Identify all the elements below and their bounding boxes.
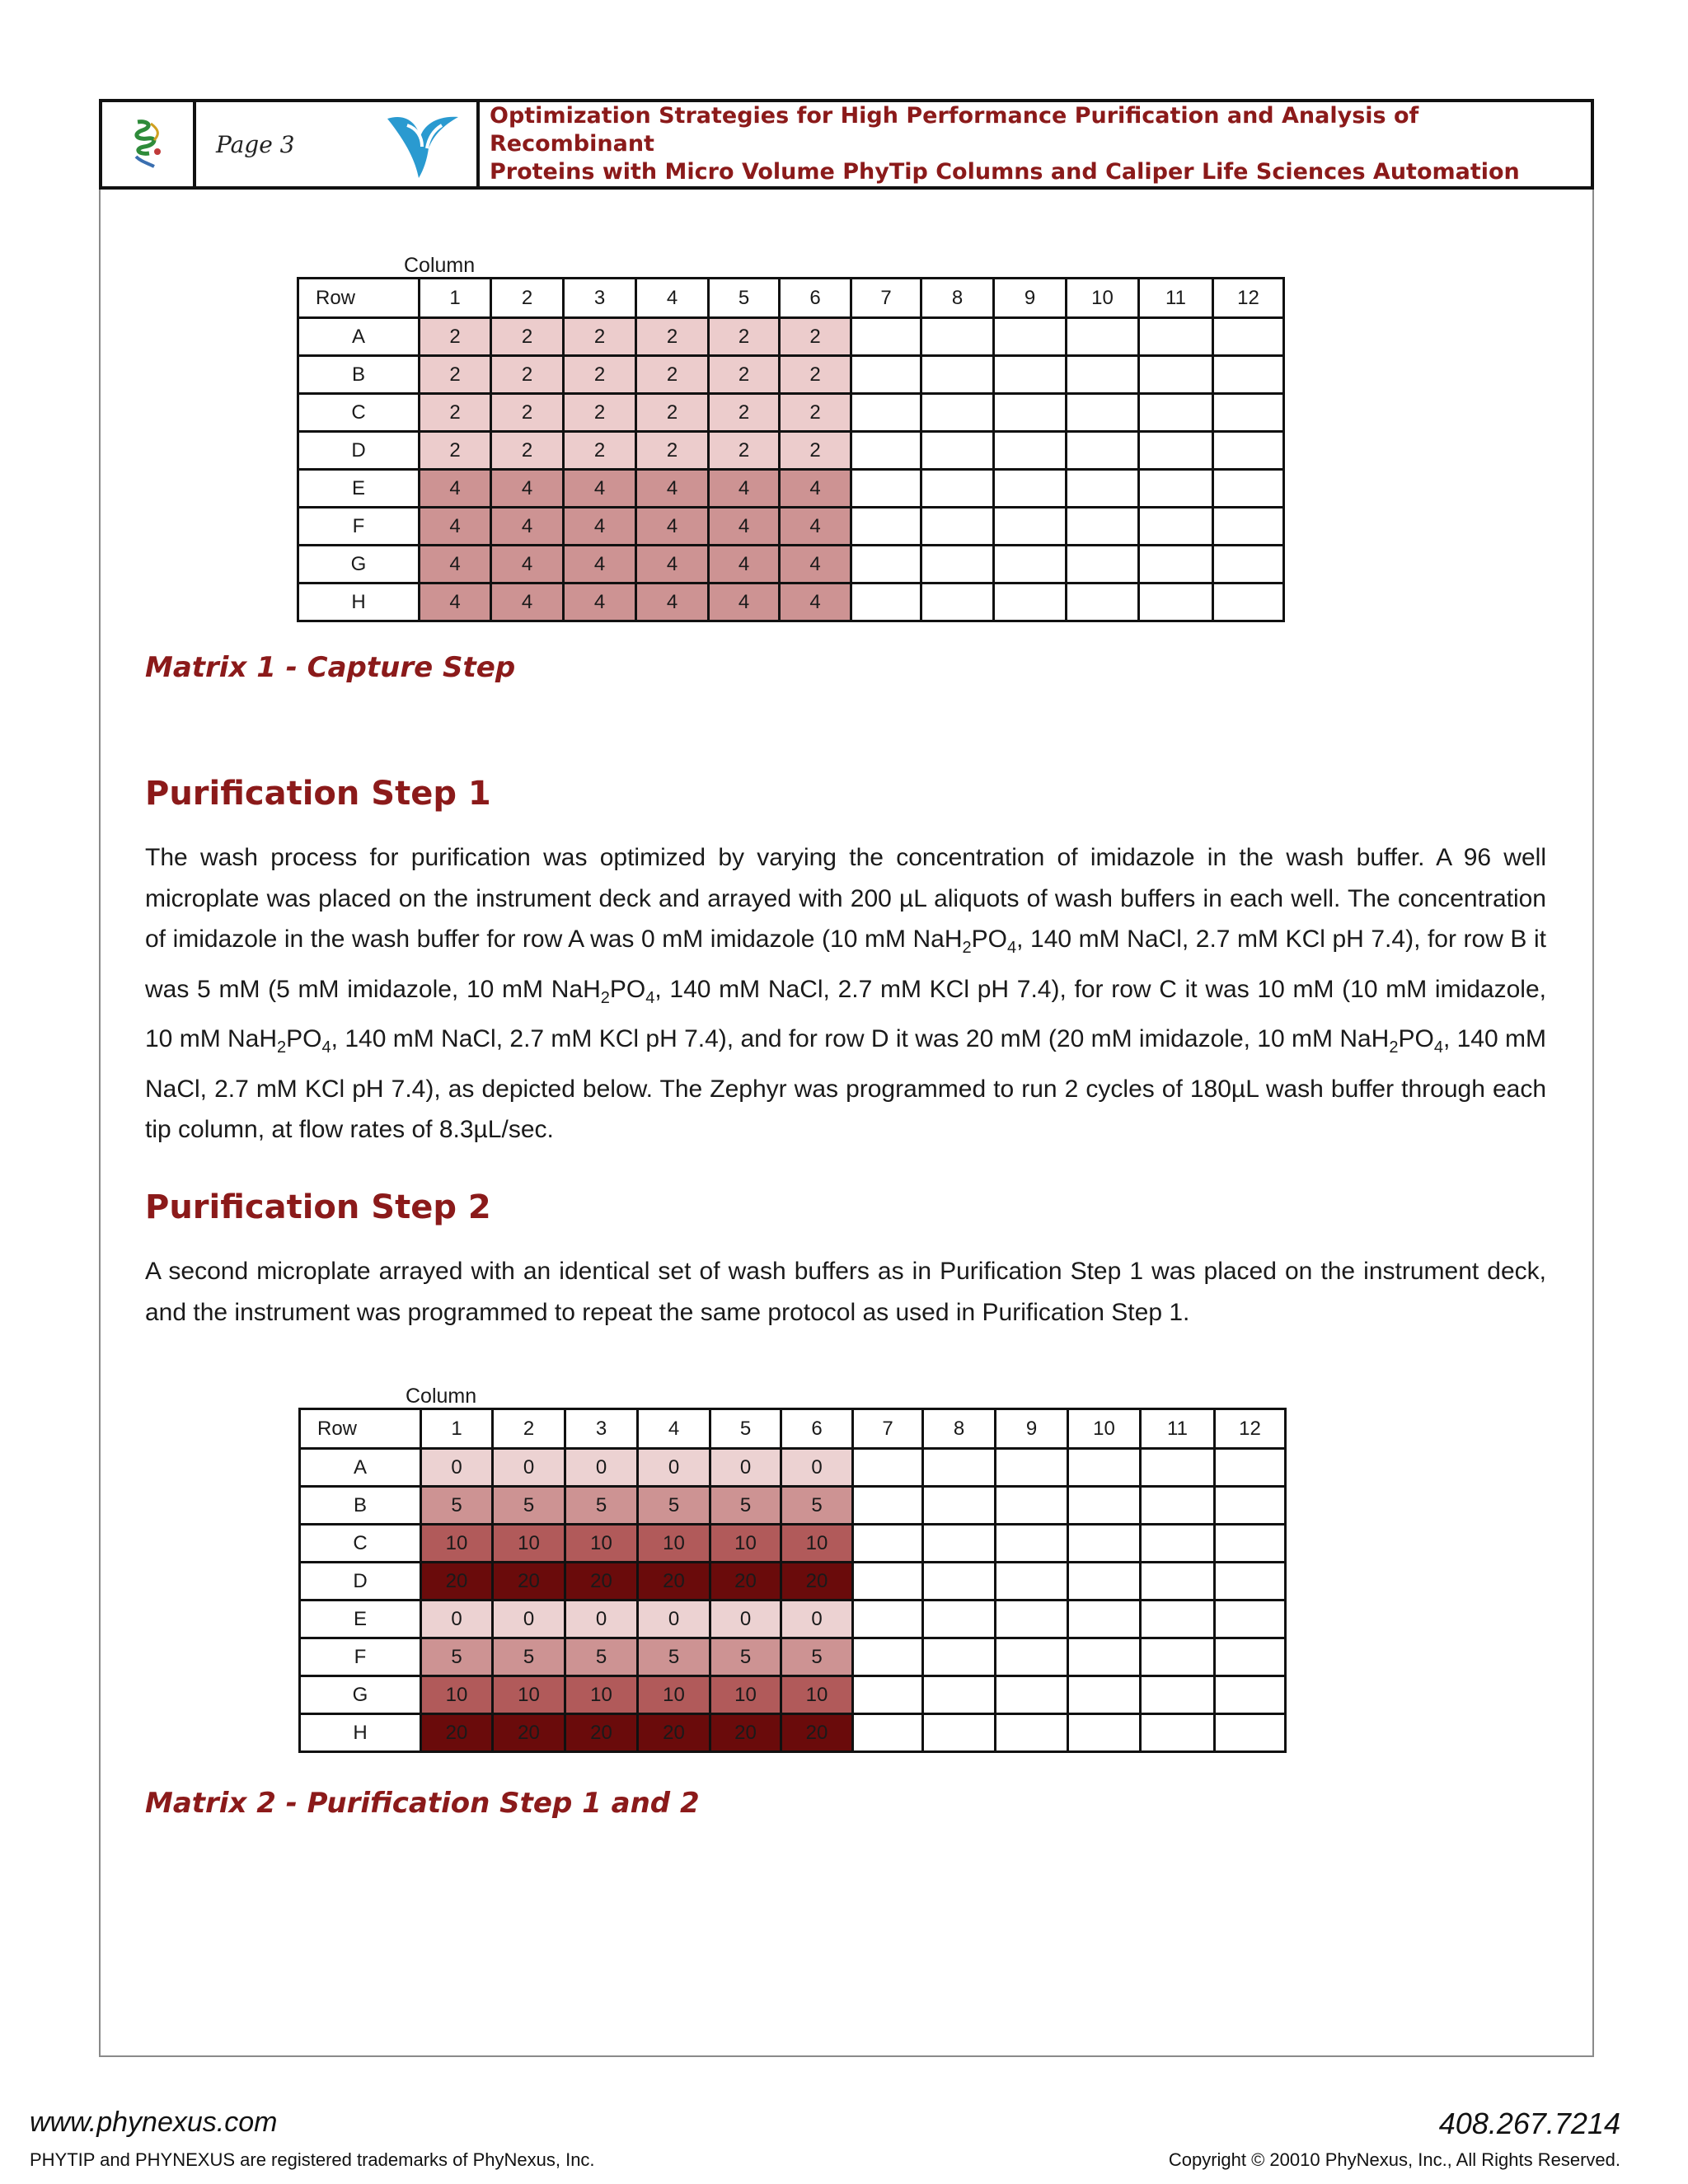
column-header-4: 4 (638, 1409, 710, 1449)
well-cell (1139, 546, 1213, 583)
well-cell (1139, 583, 1213, 621)
well-cell: 4 (780, 583, 851, 621)
matrix-2 (298, 1385, 1287, 1753)
well-cell: 4 (636, 583, 709, 621)
well-cell (853, 1638, 923, 1676)
column-header-11: 11 (1141, 1409, 1215, 1449)
well-cell: 4 (564, 470, 636, 508)
table-row (300, 1601, 1286, 1638)
column-header-11: 11 (1139, 279, 1213, 318)
well-cell (1141, 1449, 1215, 1487)
row-label-F: F (298, 508, 420, 546)
well-cell (994, 318, 1067, 356)
footer-website[interactable]: www.phynexus.com (30, 2107, 278, 2138)
well-cell: 0 (421, 1601, 493, 1638)
well-cell (1139, 394, 1213, 432)
well-cell: 10 (565, 1525, 638, 1563)
well-cell (1067, 432, 1139, 470)
well-cell: 0 (565, 1601, 638, 1638)
title-line-2: Proteins with Micro Volume PhyTip Columns and Caliper Life Sciences Automation (490, 159, 1520, 185)
well-cell: 20 (781, 1714, 853, 1752)
well-cell: 4 (491, 583, 564, 621)
column-label: Column (406, 1385, 477, 1408)
well-cell (1141, 1601, 1215, 1638)
well-cell (1215, 1714, 1286, 1752)
column-label: Column (404, 254, 476, 277)
well-cell (1141, 1676, 1215, 1714)
well-cell (851, 318, 921, 356)
well-cell (994, 583, 1067, 621)
well-cell: 4 (780, 508, 851, 546)
footer-trademark: PHYTIP and PHYNEXUS are registered trademarks of PhyNexus, Inc. (30, 2149, 595, 2170)
well-cell (1213, 546, 1284, 583)
well-cell (1139, 470, 1213, 508)
well-cell (1067, 470, 1139, 508)
well-cell: 0 (638, 1449, 710, 1487)
phynexus-logo (382, 107, 465, 183)
well-cell: 2 (564, 432, 636, 470)
well-cell: 20 (565, 1563, 638, 1601)
well-cell (1139, 432, 1213, 470)
document-title (476, 102, 1591, 186)
well-cell: 4 (420, 546, 491, 583)
column-header-2: 2 (493, 1409, 565, 1449)
well-cell: 10 (638, 1525, 710, 1563)
table-row (298, 546, 1284, 583)
well-cell (921, 394, 994, 432)
well-cell (923, 1449, 996, 1487)
well-cell (923, 1676, 996, 1714)
well-cell: 20 (493, 1563, 565, 1601)
well-cell: 5 (493, 1487, 565, 1525)
well-cell: 10 (421, 1525, 493, 1563)
well-cell: 2 (420, 318, 491, 356)
well-cell: 4 (491, 546, 564, 583)
well-cell: 2 (420, 432, 491, 470)
well-cell (1141, 1525, 1215, 1563)
well-cell: 2 (636, 394, 709, 432)
row-label-H: H (298, 583, 420, 621)
well-cell: 5 (710, 1638, 781, 1676)
well-cell: 0 (710, 1449, 781, 1487)
matrix-1 (297, 254, 1285, 622)
column-header-2: 2 (491, 279, 564, 318)
well-cell (851, 583, 921, 621)
well-cell: 2 (636, 318, 709, 356)
well-cell: 4 (780, 546, 851, 583)
table-row (300, 1525, 1286, 1563)
well-cell: 2 (564, 356, 636, 394)
row-label-A: A (298, 318, 420, 356)
table-row (298, 508, 1284, 546)
well-cell (1213, 508, 1284, 546)
well-cell (1067, 583, 1139, 621)
column-header-1: 1 (421, 1409, 493, 1449)
well-cell: 2 (780, 432, 851, 470)
table-row (298, 583, 1284, 621)
well-cell: 4 (564, 583, 636, 621)
row-label-E: E (298, 470, 420, 508)
well-cell: 4 (709, 546, 780, 583)
well-cell: 5 (565, 1638, 638, 1676)
table-row (300, 1676, 1286, 1714)
table-row (300, 1714, 1286, 1752)
well-cell (996, 1714, 1068, 1752)
column-header-3: 3 (564, 279, 636, 318)
well-cell (923, 1563, 996, 1601)
well-cell: 20 (781, 1563, 853, 1601)
table-row (300, 1638, 1286, 1676)
well-cell: 2 (564, 394, 636, 432)
well-cell (1067, 356, 1139, 394)
page-label: Page 3 (216, 130, 295, 158)
well-cell: 4 (636, 470, 709, 508)
well-cell: 2 (491, 432, 564, 470)
well-cell (923, 1525, 996, 1563)
well-cell (1067, 394, 1139, 432)
well-cell: 4 (636, 546, 709, 583)
well-cell (853, 1601, 923, 1638)
well-cell (851, 470, 921, 508)
matrix-2-caption: Matrix 2 - Purification Step 1 and 2 (145, 1787, 700, 1820)
well-cell: 10 (421, 1676, 493, 1714)
well-cell: 10 (493, 1525, 565, 1563)
well-cell: 0 (421, 1449, 493, 1487)
table-row (298, 356, 1284, 394)
well-cell (1068, 1714, 1141, 1752)
matrix-1-table (297, 277, 1285, 622)
well-cell: 2 (420, 356, 491, 394)
column-header-4: 4 (636, 279, 709, 318)
well-cell (994, 356, 1067, 394)
well-cell: 20 (565, 1714, 638, 1752)
well-cell (921, 508, 994, 546)
header-row (300, 1409, 1286, 1449)
well-cell (1139, 356, 1213, 394)
well-cell: 20 (493, 1714, 565, 1752)
well-cell (1141, 1638, 1215, 1676)
well-cell (1067, 508, 1139, 546)
well-cell (996, 1676, 1068, 1714)
table-row (298, 470, 1284, 508)
well-cell: 20 (638, 1714, 710, 1752)
well-cell: 5 (710, 1487, 781, 1525)
well-cell (1068, 1449, 1141, 1487)
well-cell (1068, 1601, 1141, 1638)
well-cell: 0 (781, 1601, 853, 1638)
well-cell (851, 394, 921, 432)
well-cell (1215, 1449, 1286, 1487)
well-cell: 5 (638, 1487, 710, 1525)
well-cell (853, 1676, 923, 1714)
section-2-heading: Purification Step 2 (145, 1188, 491, 1226)
well-cell: 4 (709, 470, 780, 508)
well-cell (921, 546, 994, 583)
footer-copyright: Copyright © 20010 PhyNexus, Inc., All Rights Reserved. (1168, 2149, 1620, 2170)
page-number (196, 102, 476, 186)
well-cell (996, 1563, 1068, 1601)
well-cell: 0 (710, 1601, 781, 1638)
well-cell (1215, 1676, 1286, 1714)
well-cell (1213, 394, 1284, 432)
well-cell (1067, 546, 1139, 583)
column-header-8: 8 (921, 279, 994, 318)
page-header (99, 99, 1594, 190)
row-header-label: Row (300, 1409, 421, 1449)
well-cell: 20 (421, 1714, 493, 1752)
well-cell (851, 546, 921, 583)
well-cell (923, 1487, 996, 1525)
column-header-8: 8 (923, 1409, 996, 1449)
well-cell: 4 (420, 470, 491, 508)
header-row (298, 279, 1284, 318)
column-header-9: 9 (996, 1409, 1068, 1449)
row-label-E: E (300, 1601, 421, 1638)
table-row (298, 432, 1284, 470)
row-label-C: C (300, 1525, 421, 1563)
well-cell: 0 (493, 1449, 565, 1487)
well-cell (1215, 1601, 1286, 1638)
row-label-C: C (298, 394, 420, 432)
row-label-A: A (300, 1449, 421, 1487)
well-cell (1213, 470, 1284, 508)
well-cell (1215, 1525, 1286, 1563)
well-cell (921, 356, 994, 394)
well-cell: 5 (781, 1487, 853, 1525)
well-cell: 4 (636, 508, 709, 546)
column-header-5: 5 (710, 1409, 781, 1449)
well-cell: 4 (491, 470, 564, 508)
title-line-1: Optimization Strategies for High Performance Purification and Analysis of Recombinant (490, 103, 1419, 157)
column-header-6: 6 (780, 279, 851, 318)
well-cell (921, 318, 994, 356)
column-header-12: 12 (1215, 1409, 1286, 1449)
well-cell (1213, 356, 1284, 394)
row-label-G: G (298, 546, 420, 583)
well-cell (851, 508, 921, 546)
well-cell (994, 394, 1067, 432)
row-label-H: H (300, 1714, 421, 1752)
well-cell (996, 1449, 1068, 1487)
well-cell (994, 546, 1067, 583)
row-label-D: D (298, 432, 420, 470)
well-cell (853, 1714, 923, 1752)
well-cell (923, 1638, 996, 1676)
footer-phone: 408.267.7214 (1438, 2107, 1620, 2140)
well-cell (1139, 508, 1213, 546)
well-cell (921, 583, 994, 621)
well-cell: 2 (709, 318, 780, 356)
well-cell: 20 (710, 1563, 781, 1601)
well-cell (996, 1525, 1068, 1563)
well-cell (853, 1449, 923, 1487)
well-cell: 5 (565, 1487, 638, 1525)
table-row (300, 1487, 1286, 1525)
row-label-B: B (298, 356, 420, 394)
section-2-paragraph: A second microplate arrayed with an identical set of wash buffers as in Purification Step 1 was placed on the instrument deck, and the instrument was programmed to repeat the same protocol as used in Purification Step 1. (145, 1258, 1546, 1326)
well-cell (921, 432, 994, 470)
well-cell: 4 (709, 508, 780, 546)
well-cell: 0 (638, 1601, 710, 1638)
well-cell: 20 (421, 1563, 493, 1601)
matrix-2-table (298, 1408, 1287, 1753)
well-cell: 10 (565, 1676, 638, 1714)
well-cell: 10 (638, 1676, 710, 1714)
well-cell: 10 (493, 1676, 565, 1714)
well-cell (923, 1601, 996, 1638)
table-row (300, 1563, 1286, 1601)
well-cell: 0 (781, 1449, 853, 1487)
column-header-6: 6 (781, 1409, 853, 1449)
well-cell: 2 (780, 356, 851, 394)
well-cell (923, 1714, 996, 1752)
well-cell (994, 432, 1067, 470)
well-cell: 10 (781, 1676, 853, 1714)
column-header-7: 7 (851, 279, 921, 318)
well-cell: 20 (638, 1563, 710, 1601)
well-cell: 5 (421, 1487, 493, 1525)
well-cell (1067, 318, 1139, 356)
well-cell: 4 (420, 583, 491, 621)
well-cell: 2 (780, 394, 851, 432)
well-cell (1068, 1676, 1141, 1714)
well-cell: 4 (564, 546, 636, 583)
well-cell (851, 356, 921, 394)
well-cell: 0 (493, 1601, 565, 1638)
row-header-label: Row (298, 279, 420, 318)
well-cell (921, 470, 994, 508)
row-label-F: F (300, 1638, 421, 1676)
well-cell: 10 (710, 1676, 781, 1714)
well-cell (994, 508, 1067, 546)
well-cell: 2 (709, 432, 780, 470)
column-header-10: 10 (1068, 1409, 1141, 1449)
column-header-10: 10 (1067, 279, 1139, 318)
well-cell: 2 (491, 394, 564, 432)
well-cell: 2 (491, 356, 564, 394)
well-cell (1215, 1487, 1286, 1525)
well-cell (1068, 1487, 1141, 1525)
well-cell (853, 1487, 923, 1525)
well-cell: 4 (709, 583, 780, 621)
column-header-9: 9 (994, 279, 1067, 318)
well-cell (1213, 432, 1284, 470)
well-cell: 4 (491, 508, 564, 546)
well-cell (1215, 1638, 1286, 1676)
well-cell (1215, 1563, 1286, 1601)
well-cell: 4 (564, 508, 636, 546)
well-cell (1213, 318, 1284, 356)
well-cell: 2 (636, 432, 709, 470)
row-label-D: D (300, 1563, 421, 1601)
well-cell: 2 (709, 356, 780, 394)
table-row (298, 318, 1284, 356)
well-cell (1141, 1487, 1215, 1525)
section-1-paragraph: The wash process for purification was optimized by varying the concentration of imidazole in the wash buffer. A 96 well microplate was placed on the instrument deck and arrayed with 200 µL aliquots of wash buffers in each well. The concentration of imidazole in the wash buffer for row A was 0 mM imidazole (10 mM $NaH_2PO_4$, 140 mM NaCl, 2.7 mM KCl pH 7.4), for row B it was 5 mM (5 mM imidazole, 10 mM $NaH_2PO_4$, 140 mM NaCl, 2.7 mM KCl pH 7.4), for row C it was 10 mM (10 mM imidazole, 10 mM $NaH_2PO_4$, 140 mM NaCl, 2.7 mM KCl pH 7.4), and for row D it was 20 mM (20 mM imidazole, 10 mM $NaH_2PO_4$, 140 mM NaCl, 2.7 mM KCl pH 7.4), as depicted below. The Zephyr was programmed to run 2 cycles of 180µL wash buffer through each tip column, at flow rates of 8.3µL/sec. (145, 844, 1546, 1143)
well-cell: 4 (780, 470, 851, 508)
well-cell: 5 (493, 1638, 565, 1676)
well-cell (996, 1601, 1068, 1638)
well-cell (1141, 1714, 1215, 1752)
column-header-1: 1 (420, 279, 491, 318)
well-cell (851, 432, 921, 470)
row-label-B: B (300, 1487, 421, 1525)
well-cell (1068, 1563, 1141, 1601)
well-cell: 10 (710, 1525, 781, 1563)
well-cell: 20 (710, 1714, 781, 1752)
well-cell: 2 (564, 318, 636, 356)
column-header-3: 3 (565, 1409, 638, 1449)
well-cell: 2 (491, 318, 564, 356)
well-cell: 2 (709, 394, 780, 432)
well-cell (1141, 1563, 1215, 1601)
section-1-heading: Purification Step 1 (145, 775, 491, 813)
column-header-12: 12 (1213, 279, 1284, 318)
well-cell: 10 (781, 1525, 853, 1563)
protein-logo (102, 102, 196, 186)
well-cell (996, 1487, 1068, 1525)
well-cell: 2 (636, 356, 709, 394)
table-row (300, 1449, 1286, 1487)
matrix-1-caption: Matrix 1 - Capture Step (145, 651, 516, 684)
column-header-5: 5 (709, 279, 780, 318)
row-label-G: G (300, 1676, 421, 1714)
well-cell (853, 1563, 923, 1601)
well-cell (853, 1525, 923, 1563)
well-cell (996, 1638, 1068, 1676)
well-cell: 4 (420, 508, 491, 546)
well-cell: 5 (781, 1638, 853, 1676)
well-cell: 2 (420, 394, 491, 432)
well-cell (1068, 1525, 1141, 1563)
well-cell: 0 (565, 1449, 638, 1487)
well-cell: 5 (421, 1638, 493, 1676)
well-cell (1139, 318, 1213, 356)
well-cell (1213, 583, 1284, 621)
well-cell (994, 470, 1067, 508)
well-cell (1068, 1638, 1141, 1676)
well-cell: 5 (638, 1638, 710, 1676)
well-cell: 2 (780, 318, 851, 356)
table-row (298, 394, 1284, 432)
column-header-7: 7 (853, 1409, 923, 1449)
